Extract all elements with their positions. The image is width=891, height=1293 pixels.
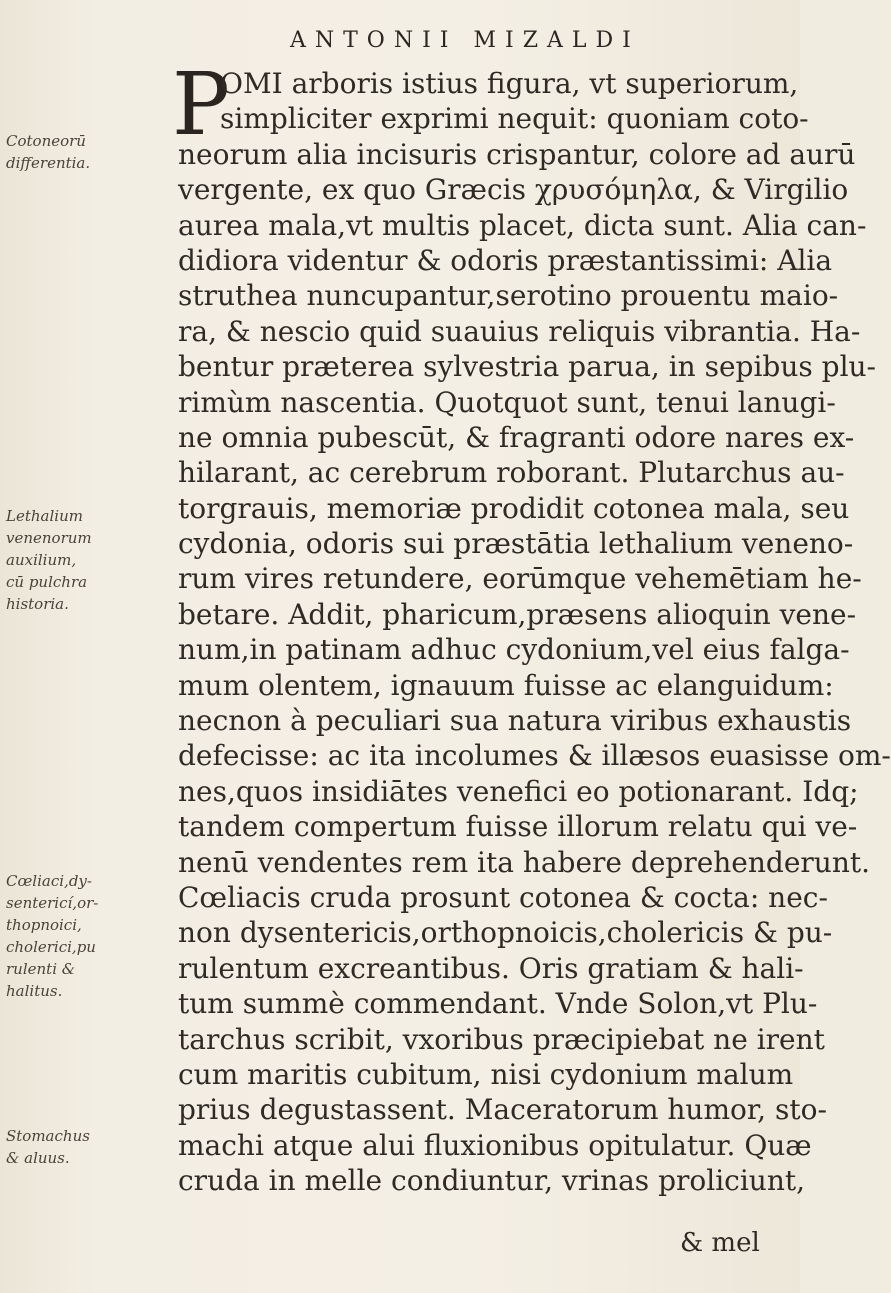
text-line: rum vires retundere, eorūmque vehemētiam he- bbox=[178, 562, 862, 596]
text-line: Cœliacis cruda prosunt cotonea & cocta: nec- bbox=[178, 880, 828, 914]
text-line: rulentum excreantibus. Oris gratiam & hali- bbox=[178, 951, 804, 985]
text-line: prius degustassent. Maceratorum humor, sto- bbox=[178, 1093, 827, 1127]
text-line: bentur præterea sylvestria parua, in sepibus plu- bbox=[178, 350, 877, 384]
text-line: simpliciter exprimi nequit: quoniam coto- bbox=[220, 102, 809, 136]
text-line: machi atque alui fluxionibus opitulatur. Quæ bbox=[178, 1128, 812, 1162]
text-line: OMI arboris istius figura, vt superiorum, bbox=[220, 67, 799, 100]
margin-note-line: cū pulchra bbox=[6, 573, 88, 591]
margin-note-coeliaci bbox=[6, 870, 171, 1002]
text-line: struthea nuncupantur,serotino prouentu maio- bbox=[178, 279, 839, 313]
margin-note-line: rulenti & bbox=[6, 960, 76, 978]
text-line: non dysentericis,orthopnoicis,cholericis & pu- bbox=[178, 916, 833, 950]
margin-note-line: & aluus. bbox=[6, 1149, 70, 1167]
text-line: hilarant, ac cerebrum roborant. Plutarchus au- bbox=[178, 456, 845, 490]
margin-note-lethalium bbox=[6, 505, 171, 615]
text-line: ra, & nescio quid suauius reliquis vibrantia. Ha- bbox=[178, 314, 861, 348]
text-line: mum olentem, ignauum fuisse ac elanguidum: bbox=[178, 668, 834, 702]
main-text-block bbox=[178, 66, 891, 1199]
text-line: necnon à peculiari sua natura viribus exhaustis bbox=[178, 704, 852, 738]
margin-note-line: Stomachus bbox=[6, 1127, 90, 1145]
text-line: neorum alia incisuris crispantur, colore ad aurū bbox=[178, 137, 856, 171]
text-line: vergente, ex quo Græcis χρυσόμηλα, & Virgilio bbox=[178, 173, 849, 207]
text-line: tarchus scribit, vxoribus præcipiebat ne irent bbox=[178, 1022, 825, 1056]
margin-note-stomachus bbox=[6, 1125, 171, 1169]
margin-note-line: differentia. bbox=[6, 154, 91, 172]
text-line: betare. Addit, pharicum,præsens alioquin vene- bbox=[178, 597, 857, 631]
margin-note-line: cholerici,pu bbox=[6, 938, 96, 956]
text-line: rimùm nascentia. Quotquot sunt, tenui lanugi- bbox=[178, 385, 836, 419]
margin-note-cotoneorum bbox=[6, 130, 171, 174]
margin-note-line: Cotoneorū bbox=[6, 132, 86, 150]
running-header: ANTONII MIZALDI bbox=[290, 28, 640, 53]
margin-note-line: thopnoici, bbox=[6, 916, 82, 934]
margin-note-line: halitus. bbox=[6, 982, 63, 1000]
margin-note-line: Lethalium bbox=[6, 507, 83, 525]
catchword: & mel bbox=[680, 1228, 760, 1258]
text-line: nes,quos insidiātes venefici eo potionarant. Idq; bbox=[178, 774, 859, 808]
text-line: cydonia, odoris sui præstātia lethalium veneno- bbox=[178, 527, 854, 561]
margin-note-line: venenorum bbox=[6, 529, 92, 547]
text-line: cruda in melle condiuntur, vrinas proliciunt, bbox=[178, 1164, 806, 1198]
text-line: torgrauis, memoriæ prodidit cotonea mala, seu bbox=[178, 491, 850, 525]
text-line: ne omnia pubescūt, & fragranti odore nares ex- bbox=[178, 420, 855, 454]
margin-note-line: sentericí,or- bbox=[6, 894, 99, 912]
text-line: tandem compertum fuisse illorum relatu qui ve- bbox=[178, 810, 858, 844]
text-line: cum maritis cubitum, nisi cydonium malum bbox=[178, 1057, 794, 1091]
text-line: num,in patinam adhuc cydonium,vel eius falga- bbox=[178, 633, 850, 667]
text-line: nenū vendentes rem ita habere deprehenderunt. bbox=[178, 845, 871, 879]
text-line: defecisse: ac ita incolumes & illæsos euasisse om- bbox=[178, 739, 891, 773]
text-line: aurea mala,vt multis placet, dicta sunt. Alia can- bbox=[178, 208, 867, 242]
text-line: didiora videntur & odoris præstantissimi: Alia bbox=[178, 243, 833, 277]
margin-note-line: historia. bbox=[6, 595, 69, 613]
drop-cap-letter: P bbox=[172, 55, 230, 155]
text-line: tum summè commendant. Vnde Solon,vt Plu- bbox=[178, 987, 818, 1021]
margin-note-line: Cœliaci,dy- bbox=[6, 872, 92, 890]
margin-note-line: auxilium, bbox=[6, 551, 77, 569]
